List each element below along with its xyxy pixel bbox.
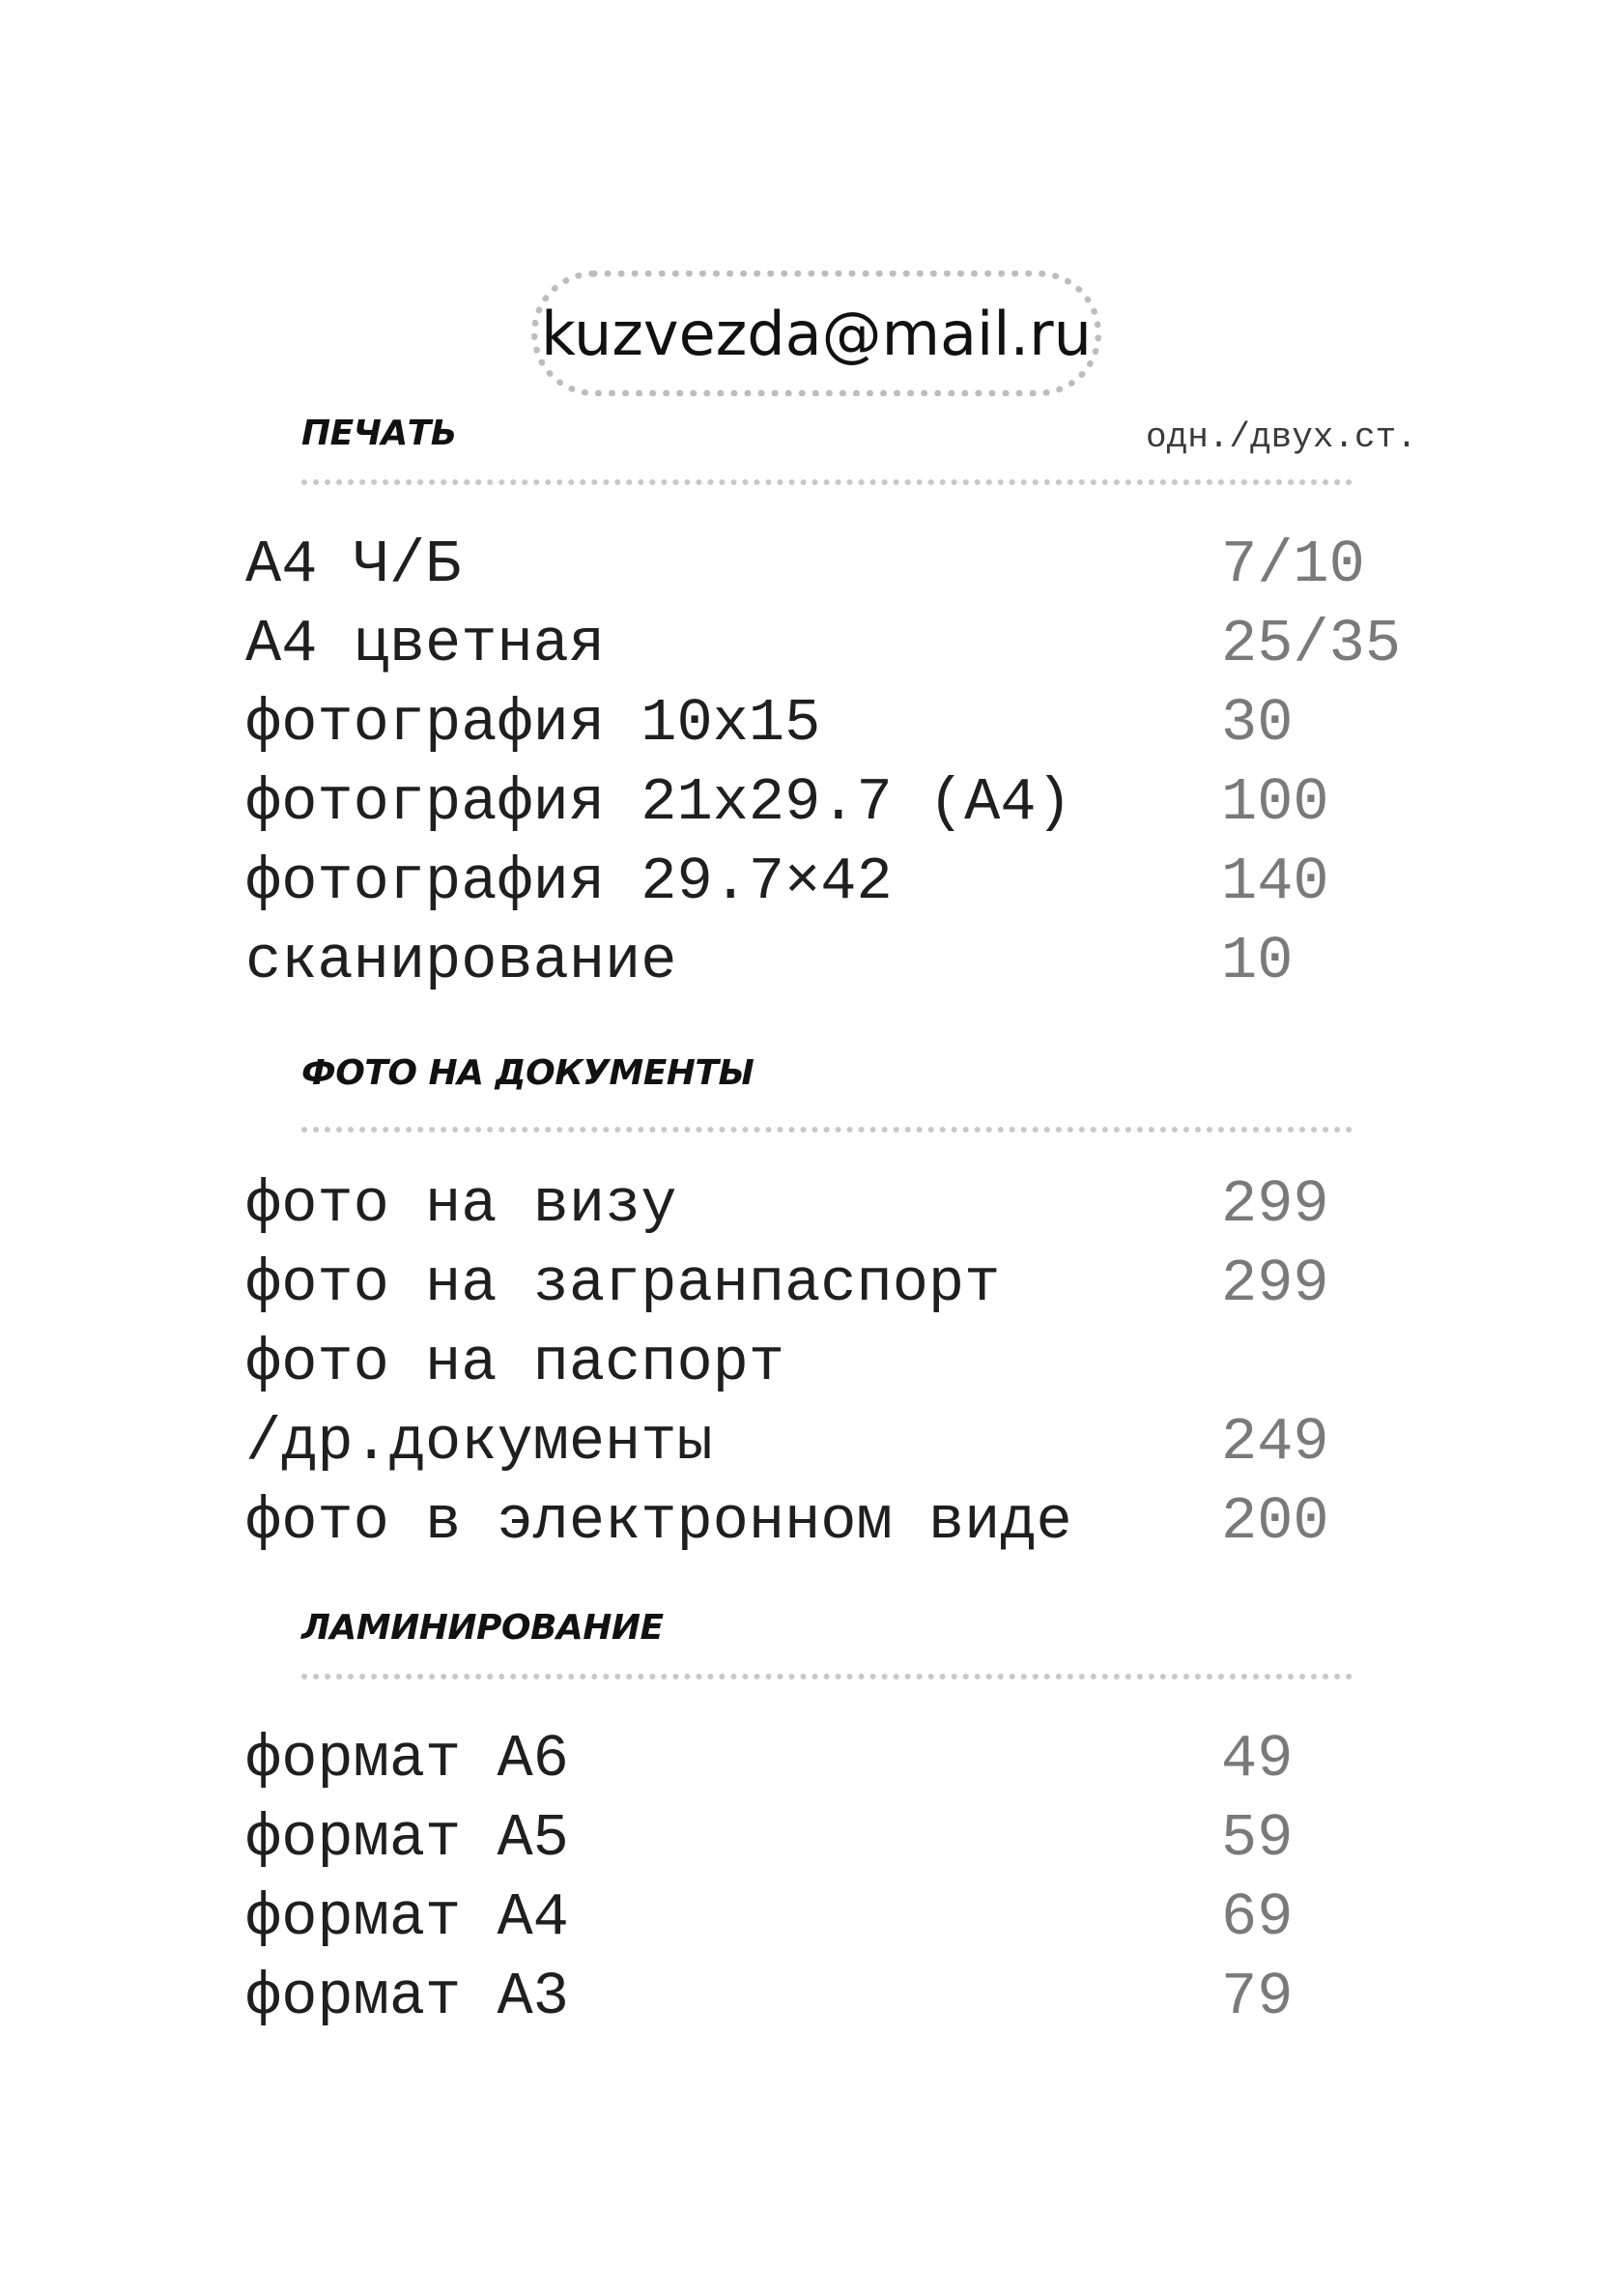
item-label: сканирование bbox=[245, 927, 677, 995]
item-price: 100 bbox=[1221, 768, 1329, 837]
email-badge bbox=[531, 271, 1101, 396]
list-item bbox=[245, 1958, 1501, 2037]
item-price: 299 bbox=[1221, 1170, 1329, 1239]
item-label: формат А3 bbox=[245, 1963, 569, 2031]
item-label: формат А6 bbox=[245, 1725, 569, 1794]
item-label: /др.документы bbox=[245, 1408, 713, 1477]
item-price: 49 bbox=[1221, 1725, 1294, 1794]
item-price: 249 bbox=[1221, 1408, 1329, 1477]
list-item bbox=[245, 1165, 1501, 1245]
item-label: фото на паспорт bbox=[245, 1329, 785, 1397]
list-item bbox=[245, 684, 1501, 763]
item-label: фотография 21х29.7 (А4) bbox=[245, 768, 1072, 837]
section-title-lamination: ЛАМИНИРОВАНИЕ bbox=[301, 1608, 664, 1648]
item-label: формат А5 bbox=[245, 1804, 569, 1873]
list-item bbox=[245, 1879, 1501, 1958]
section-title-id-photos: ФОТО НА ДОКУМЕНТЫ bbox=[301, 1053, 755, 1093]
divider bbox=[301, 479, 1352, 485]
item-label: фото на визу bbox=[245, 1170, 677, 1239]
item-price: 140 bbox=[1221, 847, 1329, 916]
price-list-id-photos bbox=[245, 1165, 1501, 1562]
section-title-print: ПЕЧАТЬ bbox=[301, 414, 457, 453]
price-list-print bbox=[245, 526, 1501, 1001]
item-label: А4 цветная bbox=[245, 610, 606, 678]
list-item bbox=[245, 526, 1501, 605]
email-address[interactable]: kuzvezda@mail.ru bbox=[541, 298, 1092, 369]
item-price: 69 bbox=[1221, 1883, 1294, 1952]
list-item bbox=[245, 1245, 1501, 1324]
item-price: 10 bbox=[1221, 927, 1294, 995]
divider bbox=[301, 1127, 1352, 1133]
list-item bbox=[245, 1403, 1501, 1482]
list-item bbox=[245, 1324, 1501, 1403]
item-price: 30 bbox=[1221, 689, 1294, 758]
list-item bbox=[245, 1720, 1501, 1799]
list-item bbox=[245, 1799, 1501, 1879]
item-label: фотография 10х15 bbox=[245, 689, 821, 758]
price-list-lamination bbox=[245, 1720, 1501, 2037]
item-price: 299 bbox=[1221, 1249, 1329, 1318]
divider bbox=[301, 1674, 1352, 1679]
item-price: 25/35 bbox=[1221, 610, 1402, 678]
item-price: 7/10 bbox=[1221, 531, 1365, 599]
item-label: фото в электронном виде bbox=[245, 1487, 1072, 1556]
list-item bbox=[245, 763, 1501, 843]
item-label: фотография 29.7×42 bbox=[245, 847, 893, 916]
list-item bbox=[245, 922, 1501, 1001]
column-note-sides: одн./двух.ст. bbox=[1146, 417, 1417, 457]
item-label: фото на загранпаспорт bbox=[245, 1249, 1001, 1318]
item-price: 59 bbox=[1221, 1804, 1294, 1873]
list-item bbox=[245, 605, 1501, 684]
list-item bbox=[245, 1482, 1501, 1562]
item-price: 200 bbox=[1221, 1487, 1329, 1556]
item-price: 79 bbox=[1221, 1963, 1294, 2031]
list-item bbox=[245, 843, 1501, 922]
item-label: формат А4 bbox=[245, 1883, 569, 1952]
item-label: А4 Ч/Б bbox=[245, 531, 462, 599]
